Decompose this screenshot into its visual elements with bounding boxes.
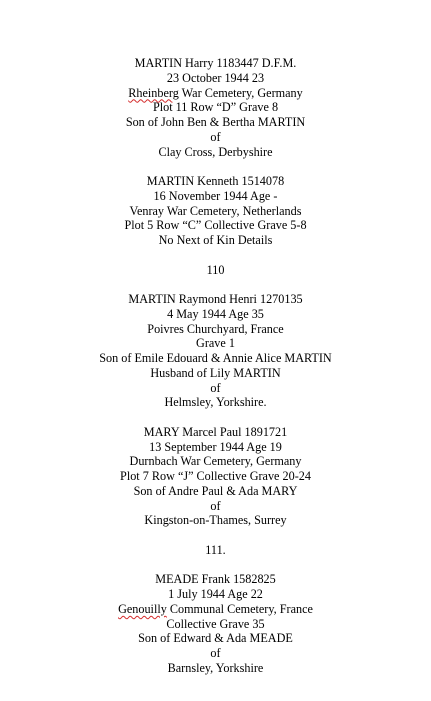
record-martin-raymond xyxy=(0,292,431,410)
page-number: 111. xyxy=(205,542,226,557)
record-meade-frank xyxy=(0,572,431,675)
record-plot: Plot 7 Row “J” Collective Grave 20-24 xyxy=(120,469,311,483)
cemetery-rest: War Cemetery, Germany xyxy=(178,85,303,100)
record-parents: Son of Edward & Ada MEADE xyxy=(138,631,293,646)
record-plot: Grave 1 xyxy=(196,336,235,351)
record-of: of xyxy=(210,380,221,395)
cemetery-rest: Communal Cemetery, France xyxy=(166,601,313,616)
record-of: of xyxy=(210,498,221,513)
record-spouse: Husband of Lily MARTIN xyxy=(150,365,281,380)
record-cemetery: Venray War Cemetery, Netherlands xyxy=(129,203,302,218)
record-place: Barnsley, Yorkshire xyxy=(167,660,264,675)
record-mary-marcel xyxy=(0,425,431,528)
spacer xyxy=(0,528,431,543)
record-place: Clay Cross, Derbyshire xyxy=(158,144,273,159)
record-name: MARTIN Kenneth 1514078 xyxy=(146,174,285,188)
record-cemetery: Poivres Churchyard, France xyxy=(147,321,284,336)
record-date: 23 October 1944 23 xyxy=(166,70,265,85)
record-name: MARY Marcel Paul 1891721 xyxy=(143,424,288,439)
spacer xyxy=(0,410,431,425)
record-plot: Collective Grave 35 xyxy=(166,616,265,631)
spacer xyxy=(0,159,431,174)
record-martin-kenneth xyxy=(0,174,431,248)
record-date: 1 July 1944 Age 22 xyxy=(168,587,263,601)
record-date: 13 September 1944 Age 19 xyxy=(149,439,282,454)
record-date: 16 November 1944 Age - xyxy=(153,188,278,203)
record-parents: Son of John Ben & Bertha MARTIN xyxy=(125,115,306,129)
page-number: 110 xyxy=(206,262,225,277)
record-of: of xyxy=(210,646,221,660)
record-martin-harry xyxy=(0,56,431,159)
record-date: 4 May 1944 Age 35 xyxy=(167,306,264,321)
record-plot: Plot 11 Row “D” Grave 8 xyxy=(152,100,279,115)
record-note: No Next of Kin Details xyxy=(158,233,273,247)
record-cemetery xyxy=(0,602,431,617)
record-plot: Plot 5 Row “C” Collective Grave 5-8 xyxy=(124,218,307,233)
record-cemetery xyxy=(0,86,431,101)
spacer xyxy=(0,558,431,573)
record-cemetery: Durnbach War Cemetery, Germany xyxy=(129,454,302,469)
record-parents: Son of Andre Paul & Ada MARY xyxy=(133,483,298,498)
misspelled-word: Genouilly xyxy=(118,601,167,616)
spacer xyxy=(0,277,431,292)
document-page xyxy=(0,56,431,676)
spacer xyxy=(0,248,431,263)
misspelled-word: Rheinberg xyxy=(128,85,179,100)
record-of: of xyxy=(210,129,221,144)
record-name: MARTIN Raymond Henri 1270135 xyxy=(128,292,303,306)
record-place: Helmsley, Yorkshire. xyxy=(164,395,267,410)
record-name: MARTIN Harry 1183447 D.F.M. xyxy=(134,56,297,70)
record-parents: Son of Emile Edouard & Annie Alice MARTIN xyxy=(99,351,332,365)
record-place: Kingston-on-Thames, Surrey xyxy=(144,513,287,528)
record-name: MEADE Frank 1582825 xyxy=(155,572,276,587)
